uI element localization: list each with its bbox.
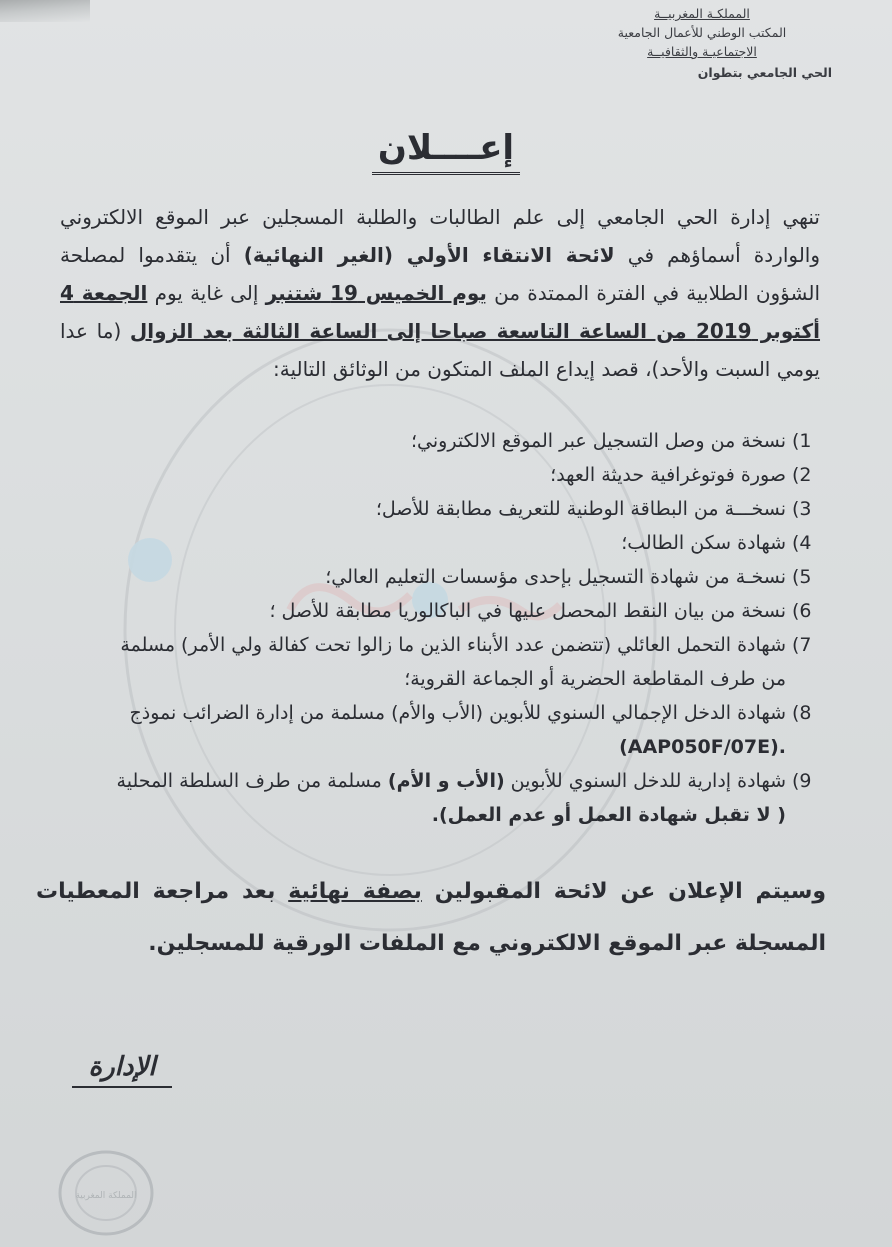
intro-text-4: (ما عدا يومي السبت والأحد)، قصد إيداع الملف المتكون من الوثائق التالية: (60, 319, 820, 381)
header-line-2: المكتب الوطني للأعمال الجامعية (617, 25, 787, 40)
closing-paragraph: وسيتم الإعلان عن لائحة المقبولين بصفة نهائية بعد مراجعة المعطيات المسجلة عبر الموقع الالكتروني مع الملفات الورقية للمسجلين. (36, 879, 827, 956)
intro-bold-2: يوم الخميس 19 شتنبر (265, 281, 487, 305)
intro-bold-1: لائحة الانتقاء الأولي (الغير النهائية) (243, 243, 615, 267)
intro-text-3: إلى غاية يوم (147, 281, 266, 305)
documents-list (102, 424, 822, 832)
list-item: 8) شهادة الدخل الإجمالي السنوي للأبوين (الأب والأم) مسلمة من إدارة الضرائب نموذج (AAP050F/07E). (129, 702, 812, 758)
intro-text-1: تنهي إدارة الحي الجامعي إلى علم الطالبات والطلبة المسجلين عبر الموقع الالكتروني والواردة أسماؤهم في (60, 205, 821, 267)
stamp-text: المملكة المغربية (75, 1191, 137, 1201)
letterhead (572, 4, 832, 82)
list-item: 3) نسخـــة من البطاقة الوطنية للتعريف مطابقة للأصل؛ (375, 498, 812, 520)
list-item: 6) نسخة من بيان النقط المحصل عليها في الباكالوريا مطابقة للأصل ؛ (269, 600, 812, 622)
header-line-4: الحي الجامعي بتطوان (697, 65, 832, 80)
list-item: 9) شهادة إدارية للدخل السنوي للأبوين (الأب و الأم) مسلمة من طرف السلطة المحلية ( لا تقبل شهادة العمل أو عدم العمل). (116, 770, 812, 826)
header-line-1: المملكـة المغربيــة (654, 6, 750, 21)
list-item: 4) شهادة سكن الطالب؛ (621, 532, 812, 554)
folded-corner (0, 0, 90, 22)
intro-paragraph (60, 198, 820, 388)
list-item: 5) نسخـة من شهادة التسجيل بإحدى مؤسسات التعليم العالي؛ (325, 566, 812, 588)
header-line-3: الاجتماعيـة والثقافيــة (647, 44, 757, 59)
list-item: 2) صورة فوتوغرافية حديثة العهد؛ (550, 464, 812, 486)
official-stamp (56, 1148, 156, 1238)
list-item: 1) نسخة من وصل التسجيل عبر الموقع الالكتروني؛ (411, 430, 812, 452)
signature-administration: الإدارة (72, 1052, 172, 1088)
list-item: 7) شهادة التحمل العائلي (تتضمن عدد الأبناء الذين ما زالوا تحت كفالة ولي الأمر) مسلمة من طرف المقاطعة الحضرية أو الجماعة القروية؛ (120, 634, 812, 690)
intro-text-2: أن يتقدموا لمصلحة الشؤون الطلابية في الفترة الممتدة من (60, 243, 820, 305)
announcement-title: إعــــلان (0, 128, 892, 168)
intro-bold-3: الجمعة 4 أكتوبر 2019 من الساعة التاسعة صباحا إلى الساعة الثالثة بعد الزوال (60, 281, 821, 343)
